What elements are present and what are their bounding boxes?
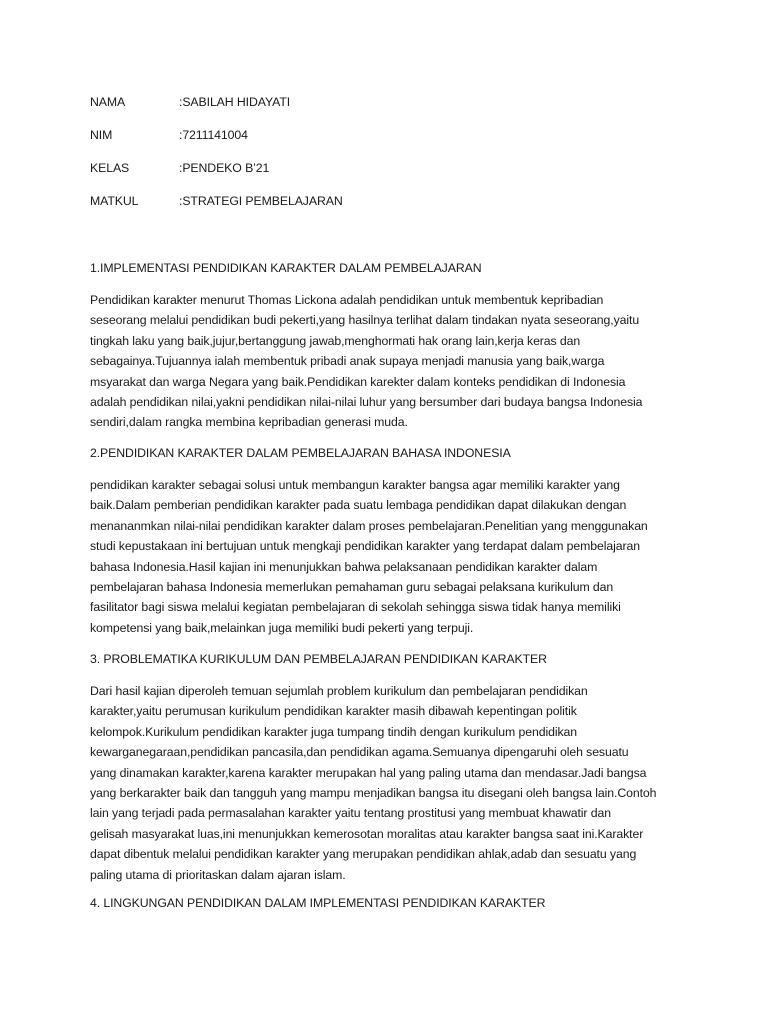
- paragraph-line: lain yang terjadi pada permasalahan karakter yaitu tentang prostitusi yang membuat khawatir dan: [90, 806, 611, 821]
- paragraph-line: kelompok.Kurikulum pendidikan karakter juga tumpang tindih dengan kurikulum pendidikan: [90, 724, 577, 739]
- paragraph-line: pendidikan karakter sebagai solusi untuk membangun karakter bangsa agar memiliki karakter yang: [90, 478, 620, 492]
- paragraph-line: sebagainya.Tujuannya ialah membentuk pribadi anak supaya menjadi manusia yang baik,warga: [90, 354, 605, 369]
- section-heading: 2.PENDIDIKAN KARAKTER DALAM PEMBELAJARAN BAHASA INDONESIA: [90, 446, 511, 460]
- info-label: NAMA: [90, 95, 126, 109]
- paragraph-line: kewarganegaraan,pendidikan pancasila,dan pendidikan agama.Semuanya dipengaruhi oleh sesuatu: [90, 745, 629, 760]
- paragraph-line: yang berkarakter baik dan tangguh yang mampu menjadikan bangsa itu disegani oleh bangsa lain.Contoh: [90, 786, 657, 801]
- paragraph-line: tingkah laku yang baik,jujur,bertanggung jawab,menghormati hak orang lain,kerja keras dan: [90, 333, 581, 348]
- paragraph-line: pembelajaran bahasa Indonesia memerlukan pemahaman guru sebagai pelaksana kurikulum dan: [90, 580, 614, 595]
- paragraph-line: gelisah masyarakat luas,ini menunjukkan kemerosotan moralitas atau karakter bangsa saat ini.Karakter: [90, 826, 644, 841]
- info-label: MATKUL: [90, 194, 139, 208]
- section-3-paragraph: [90, 681, 690, 885]
- section-1: [90, 259, 690, 277]
- paragraph-line: sendiri,dalam rangka membina kepribadian generasi muda.: [90, 415, 408, 430]
- section-4: [90, 894, 690, 912]
- paragraph-line: fasilitator bagi siswa melalui kegiatan pembelajaran di sekolah sehingga siswa tidak hanya memiliki: [90, 600, 621, 615]
- section-1-paragraph: [90, 290, 690, 433]
- info-row-nama: [90, 93, 343, 126]
- info-row-kelas: [90, 159, 343, 192]
- info-row-nim: [90, 126, 343, 159]
- info-value: :7211141004: [179, 128, 248, 142]
- section-3: [90, 650, 690, 668]
- section-2: [90, 444, 690, 462]
- paragraph-line: karakter,yaitu perumusan kurikulum pendidikan karakter masih dibawah kepentingan politik: [90, 704, 577, 719]
- paragraph-line: adalah pendidikan nilai,yakni pendidikan nilai-nilai luhur yang bersumber dari budaya bangsa Indonesia: [90, 395, 643, 410]
- info-value: :SABILAH HIDAYATI: [179, 95, 291, 109]
- paragraph-line: studi kepustakaan ini bertujuan untuk mengkaji pendidikan karakter yang terdapat dalam pembelajaran: [90, 539, 640, 554]
- paragraph-line: baik.Dalam pemberian pendidikan karakter pada suatu lembaga pendidikan dapat dilakukan dengan: [90, 498, 627, 513]
- paragraph-line: Pendidikan karakter menurut Thomas Lickona adalah pendidikan untuk membentuk kepribadian: [90, 293, 604, 307]
- paragraph-line: msyarakat dan warga Negara yang baik.Pendidikan karekter dalam konteks pendidikan di Indonesia: [90, 374, 626, 389]
- paragraph-line: yang dinamakan karakter,karena karakter merupakan hal yang paling utama dan mendasar.Jadi bangsa: [90, 765, 647, 780]
- paragraph-line: paling utama di prioritaskan dalam ajaran islam.: [90, 867, 346, 882]
- info-label: NIM: [90, 128, 113, 142]
- paragraph-line: dapat dibentuk melalui pendidikan karakter yang merupakan pendidikan ahlak,adab dan sesuatu yang: [90, 847, 637, 862]
- section-heading: 4. LINGKUNGAN PENDIDIKAN DALAM IMPLEMENTASI PENDIDIKAN KARAKTER: [90, 896, 546, 910]
- info-value: :STRATEGI PEMBELAJARAN: [179, 194, 343, 208]
- paragraph-line: kompetensi yang baik,melainkan juga memiliki budi pekerti yang terpuji.: [90, 620, 474, 635]
- paragraph-line: bahasa Indonesia.Hasil kajian ini menunjukkan bahwa pelaksanaan pendidikan karakter dalam: [90, 559, 598, 574]
- paragraph-line: Dari hasil kajian diperoleh temuan sejumlah problem kurikulum dan pembelajaran pendidikan: [90, 684, 588, 698]
- paragraph-line: seseorang melalui pendidikan budi pekerti,yang hasilnya terlihat dalam tindakan nyata seseorang,yaitu: [90, 313, 640, 328]
- paragraph-line: menananmkan nilai-nilai pendidikan karakter dalam proses pembelajaran.Penelitian yang menggunakan: [90, 518, 648, 533]
- student-info: [90, 93, 343, 225]
- section-2-paragraph: [90, 475, 690, 638]
- info-label: KELAS: [90, 161, 130, 175]
- section-heading: 3. PROBLEMATIKA KURIKULUM DAN PEMBELAJARAN PENDIDIKAN KARAKTER: [90, 652, 547, 666]
- section-heading: 1.IMPLEMENTASI PENDIDIKAN KARAKTER DALAM PEMBELAJARAN: [90, 261, 482, 275]
- info-value: :PENDEKO B’21: [179, 161, 270, 175]
- info-row-matkul: [90, 192, 343, 225]
